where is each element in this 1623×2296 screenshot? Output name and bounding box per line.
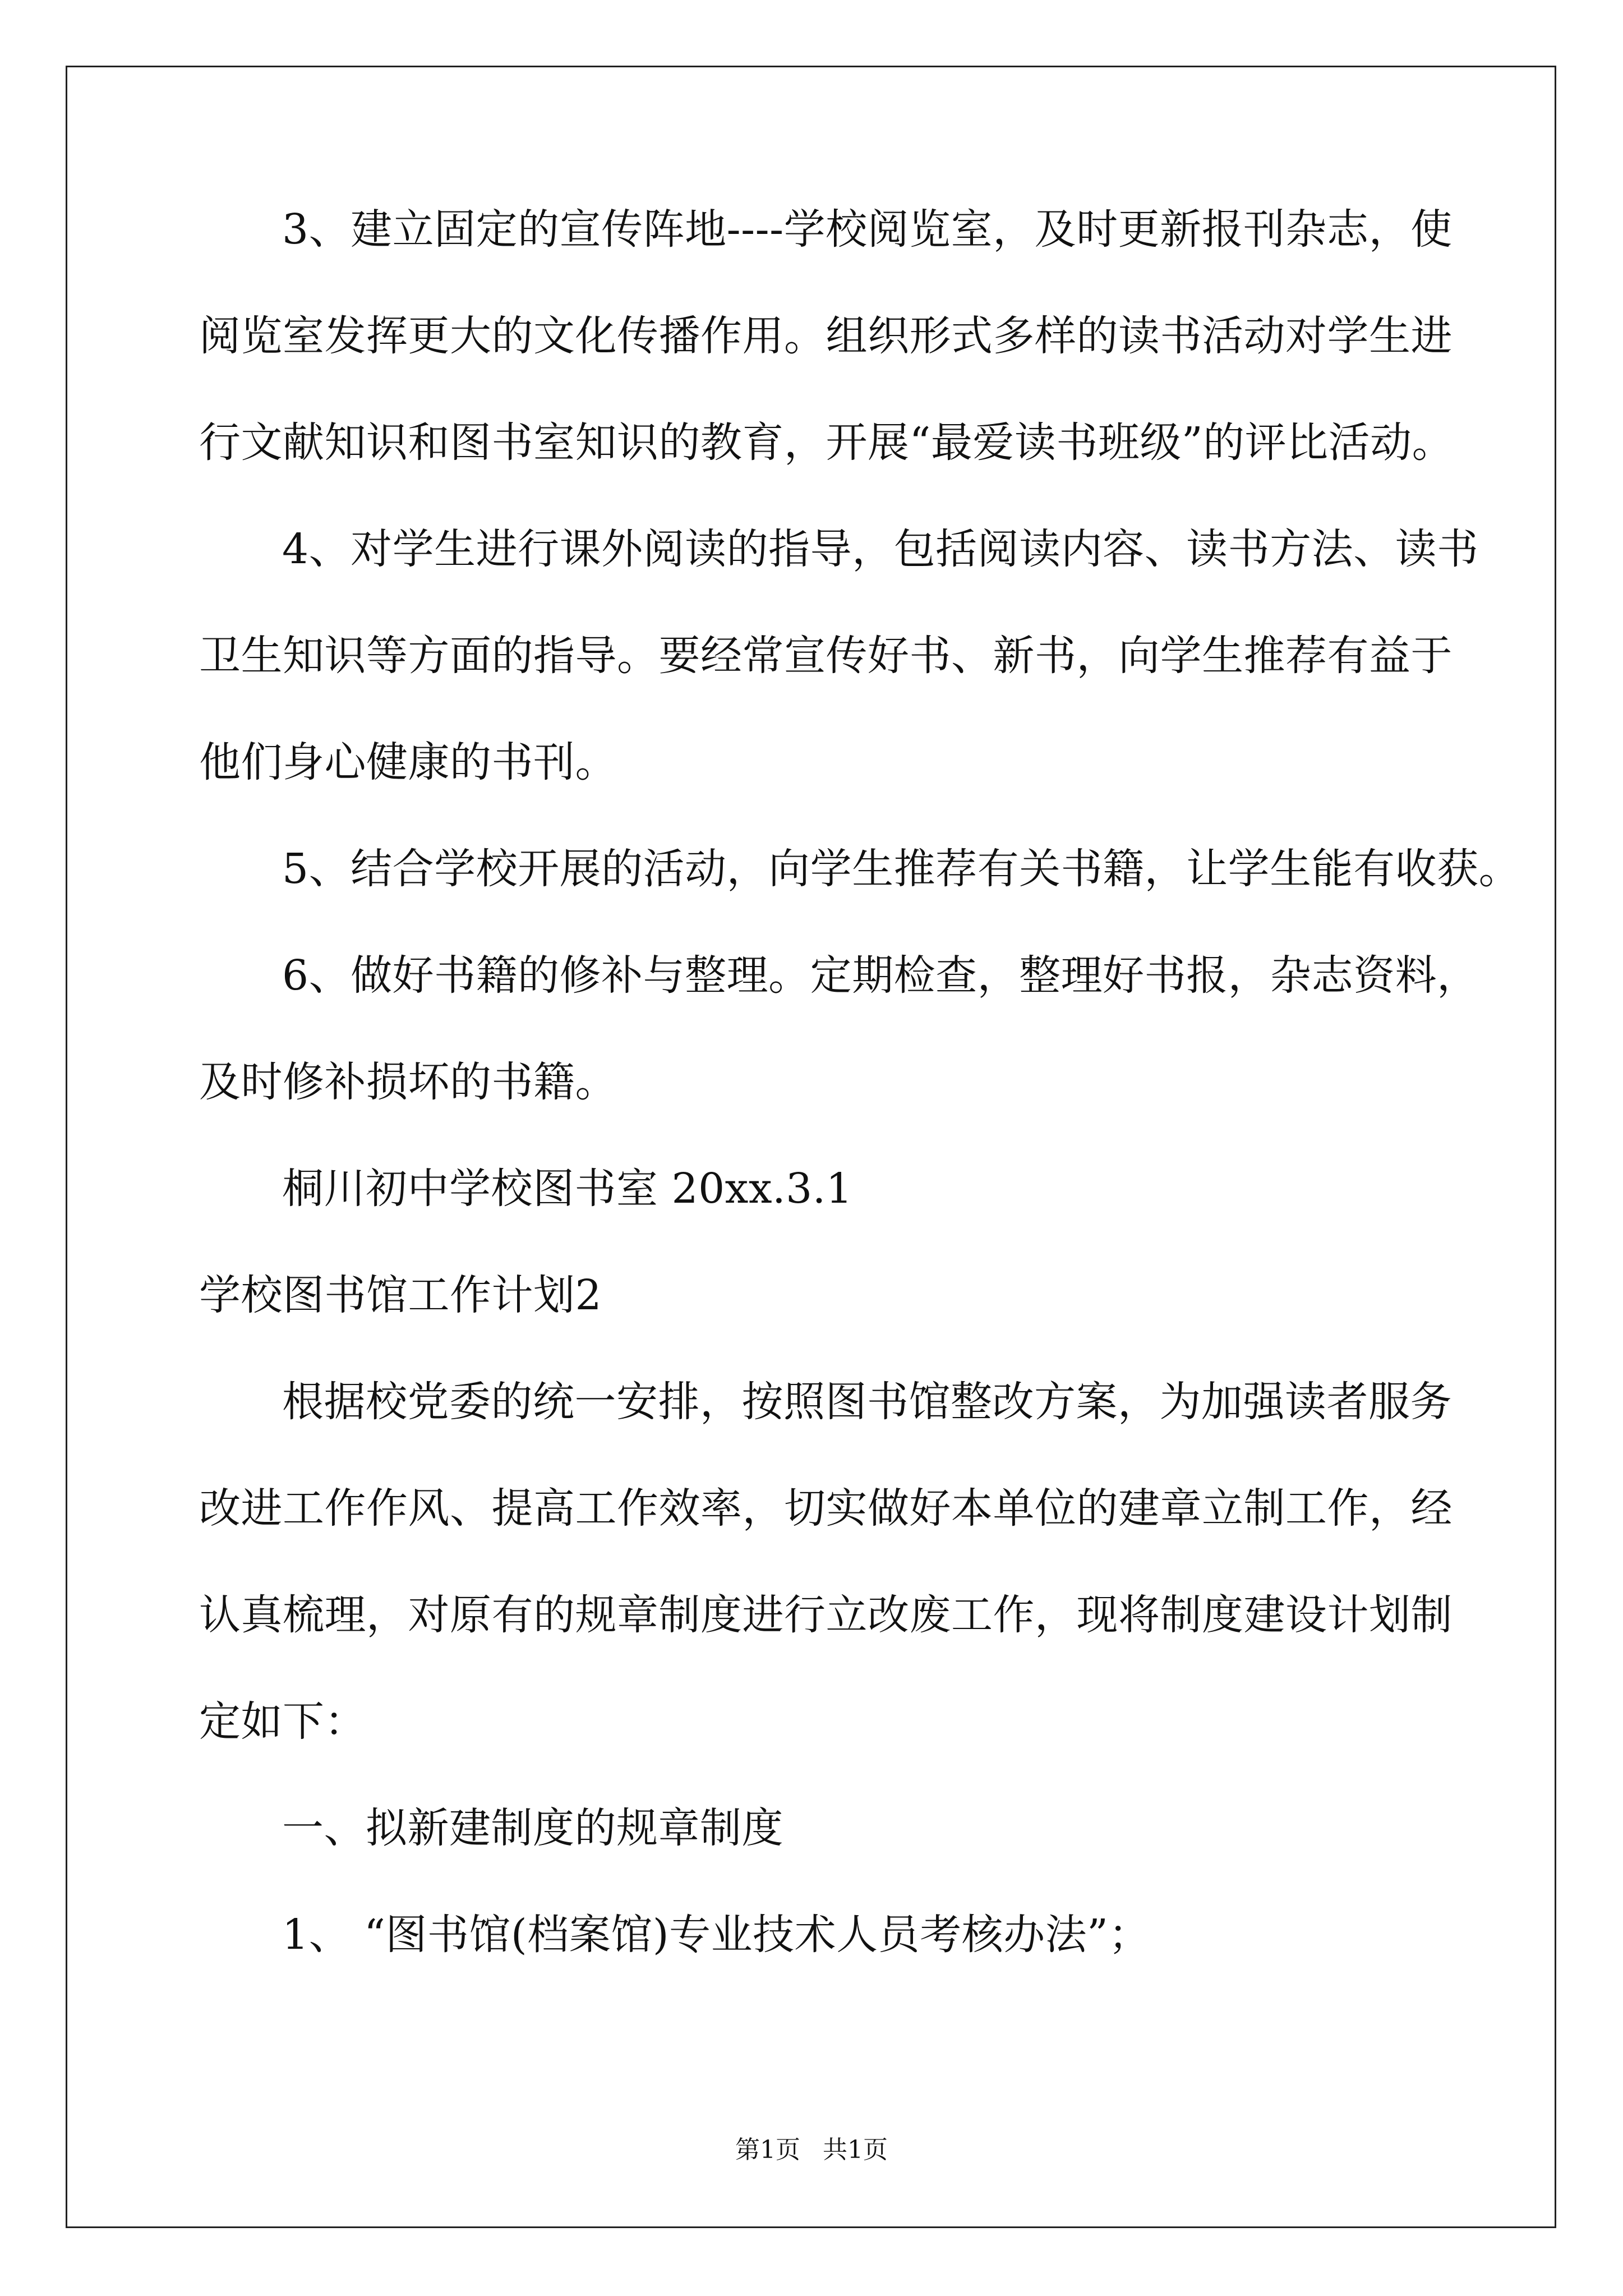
- paragraph: [199, 1907, 1438, 1962]
- text-line: 认真梳理，对原有的规章制度进行立改废工作，现将制度建设计划制: [199, 1591, 1453, 1639]
- text-line: 定如下：: [199, 1697, 366, 1746]
- page-number: 第1页: [735, 2136, 800, 2164]
- paragraph: [199, 841, 1521, 896]
- paragraph: [199, 1374, 1453, 1749]
- paragraph: [199, 522, 1479, 790]
- page-total: 共1页: [823, 2136, 888, 2164]
- text-line: 行文献知识和图书室知识的教育，开展“最爱读书班级”的评比活动。: [199, 418, 1454, 467]
- text-line: 3、建立固定的宣传阵地----学校阅览室，及时更新报刊杂志，使: [282, 205, 1453, 254]
- text-line: 根据校党委的统一安排，按照图书馆整改方案，为加强读者服务: [282, 1378, 1452, 1426]
- text-line: 6、做好书籍的修补与整理。定期检查，整理好书报，杂志资料，: [282, 951, 1479, 1000]
- text-line: 一、拟新建制度的规章制度: [282, 1804, 783, 1852]
- text-line: 他们身心健康的书刊。: [199, 738, 617, 786]
- paragraph: [199, 202, 1454, 470]
- page-footer: [0, 2134, 1623, 2166]
- text-line: 1、 “图书馆(档案馆)专业技术人员考核办法”；: [282, 1911, 1151, 1959]
- text-line: 改进工作作风、提高工作效率，切实做好本单位的建章立制工作，经: [199, 1484, 1453, 1533]
- section-heading: [199, 1268, 1438, 1323]
- text-line: 卫生知识等方面的指导。要经常宣传好书、新书，向学生推荐有益于: [199, 632, 1453, 680]
- text-line: 4、对学生进行课外阅读的指导，包括阅读内容、读书方法、读书: [282, 525, 1479, 573]
- paragraph: [199, 1801, 1438, 1856]
- document-body: [199, 202, 1521, 1962]
- text-line: 桐川初中学校图书室 20xx.3.1: [282, 1165, 853, 1213]
- text-line: 学校图书馆工作计划2: [199, 1271, 602, 1319]
- text-line: 阅览室发挥更大的文化传播作用。组织形式多样的读书活动对学生进: [199, 312, 1453, 360]
- text-line: 及时修补损坏的书籍。: [199, 1058, 617, 1106]
- paragraph: [199, 948, 1479, 1110]
- signature-line: [199, 1161, 1438, 1216]
- text-line: 5、结合学校开展的活动，向学生推荐有关书籍，让学生能有收获。: [282, 845, 1521, 893]
